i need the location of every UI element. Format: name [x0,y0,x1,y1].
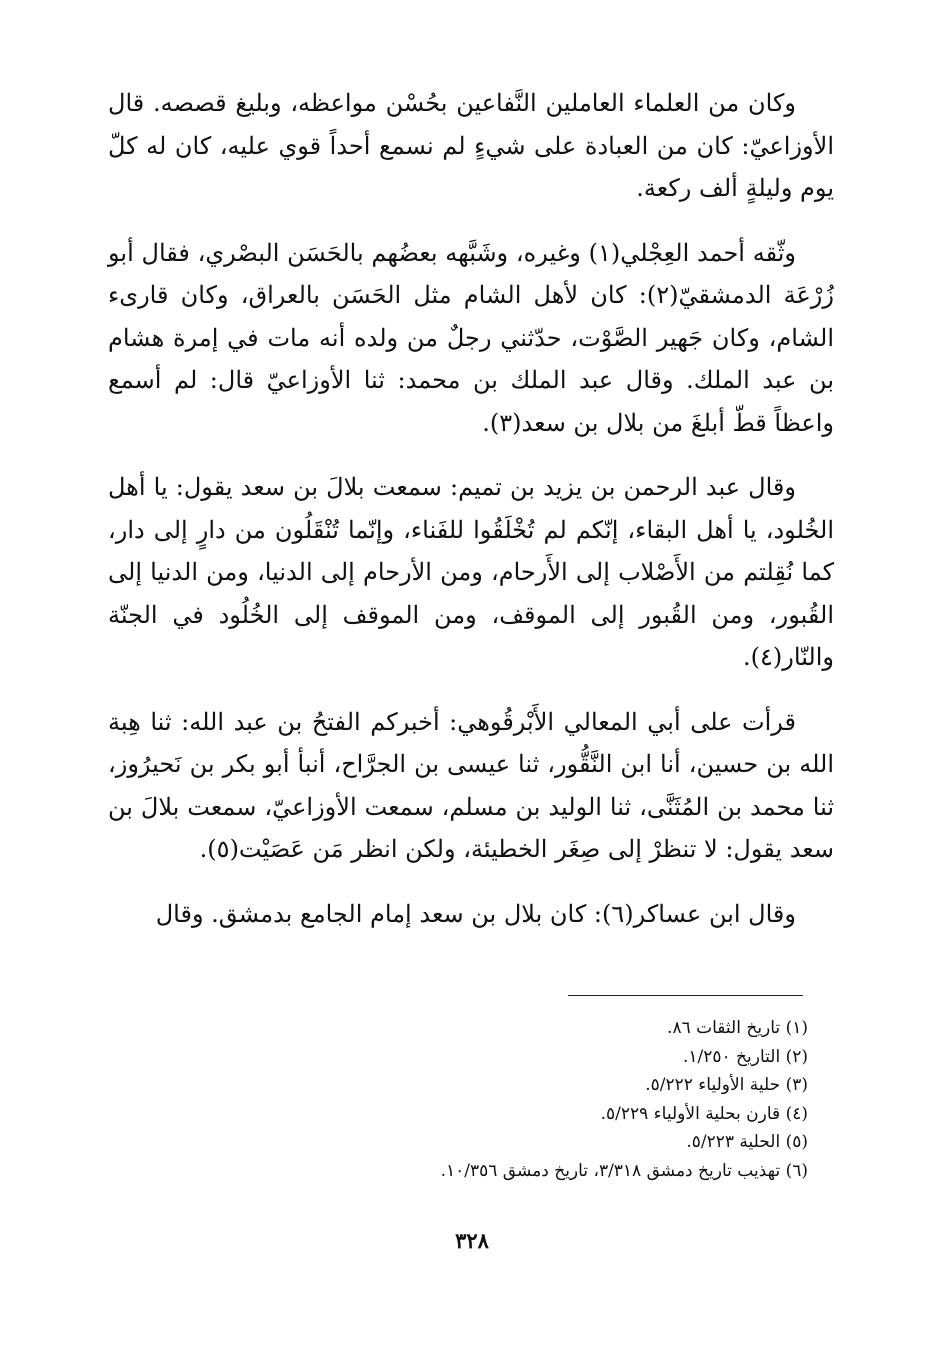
paragraph-4: قرأت على أبي المعالي الأَبْرقُوهي: أخبركم الفتحُ بن عبد الله: ثنا هِبة الله بن حسين، أنا ابن النَّقُّور، ثنا عيسى بن الجرَّاح، أنبأ أبو بكر بن نَحيرُوز، ثنا محمد بن المُثَنَّى، ثنا الوليد بن مسلم، سمعت الأوزاعيّ، سمعت بلالَ بن سعد يقول: لا تنظرْ إلى صِغَر الخطيئة، ولكن انظر مَن عَصَيْت(٥). [108,707,834,863]
paragraph-2: وثّقه أحمد العِجْلي(١) وغيره، وشَبَّهه بعضُهم بالحَسَن البصْري، فقال أبو زُرْعَة الدمشقيّ(٢): كان لأهل الشام مثل الحَسَن بالعراق، وكان قارىء الشام، وكان جَهير الصَّوْت، حدّثني رجلٌ من ولده أنه مات في إمرة هشام بن عبد الملك. وقال عبد الملك بن محمد: ثنا الأوزاعيّ قال: لم أسمع واعظاً قطّ أبلغَ من بلال بن سعد(٣). [108,238,834,437]
footnotes-list [108,1014,808,1185]
footnote-5: (٥) الحلية ٥/٢٢٣. [686,1132,808,1152]
footnote-1: (١) تاريخ الثقات ٨٦. [667,1018,808,1038]
paragraph-3: وقال عبد الرحمن بن يزيد بن تميم: سمعت بلالَ بن سعد يقول: يا أهل الخُلود، يا أهل البقاء، إنّكم لم تُخْلَقُوا للفَناء، وإنّما تُنْقَلُون من دارٍ إلى دار، كما نُقِلتم من الأَصْلاب إلى الأَرحام، ومن الأرحام إلى الدنيا، ومن الدنيا إلى القُبور، ومن القُبور إلى الموقف، ومن الموقف إلى الخُلُود في الجنّة والنّار(٤). [108,473,834,671]
paragraph-5: وقال ابن عساكر(٦): كان بلال بن سعد إمام الجامع بدمشق. وقال [155,899,796,928]
footnote-4: (٤) قارن بحلية الأولياء ٥/٢٢٩. [600,1103,808,1124]
footnote-2: (٢) التاريخ ١/٢٥٠. [682,1046,808,1067]
footnote-6: (٦) تهذيب تاريخ دمشق ٣/٣١٨، تاريخ دمشق ١٠/٣٥٦. [440,1160,808,1181]
main-text [108,82,834,957]
footnote-divider [568,995,803,996]
page-number: ٣٢٨ [455,1228,489,1253]
footnote-3: (٣) حلية الأولياء ٥/٢٢٢. [645,1075,808,1095]
paragraph-1: وكان من العلماء العاملين النَّفاعين بحُسْن مواعظه، وبليغ قصصه. قال الأوزاعيّ: كان من العبادة على شيءٍ لم نسمع أحداً قوي عليه، كان له كلّ يوم وليلةٍ ألف ركعة. [108,89,834,202]
